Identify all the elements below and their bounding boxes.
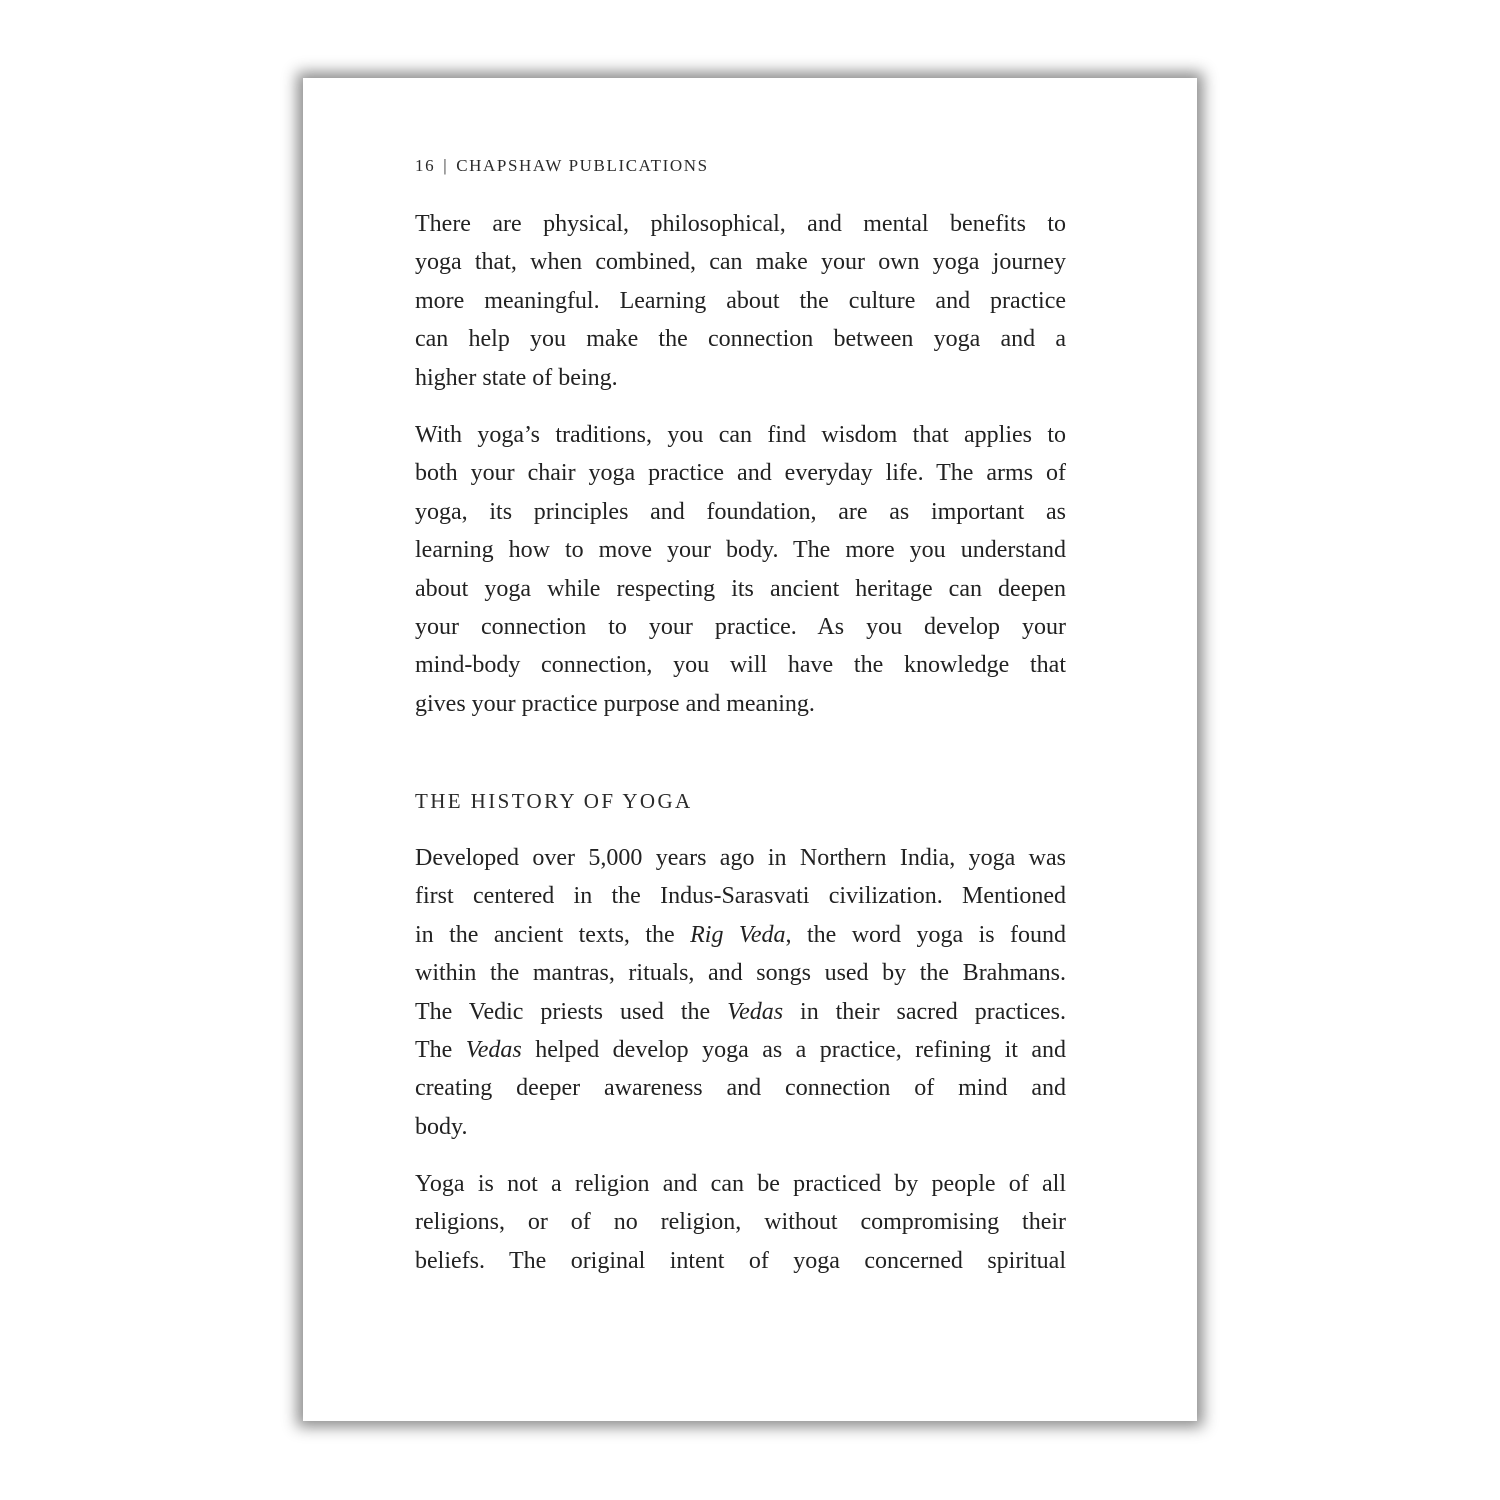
book-page	[303, 78, 1197, 1421]
paragraph-history-origins	[415, 839, 1066, 1146]
running-header	[415, 156, 709, 176]
page-number: 16	[415, 156, 436, 175]
text-line: There are physical, philosophical, and mental benefits to	[415, 211, 1066, 237]
text-line	[415, 1031, 1066, 1069]
text-line: body.	[415, 1113, 468, 1140]
text-fragment: , the word yoga is found	[785, 921, 1067, 948]
text-line: creating deeper awareness and connection of mind and	[415, 1075, 1066, 1102]
text-line: about yoga while respecting its ancient heritage can deepen	[415, 575, 1066, 602]
text-line: yoga that, when combined, can make your own yoga journey	[415, 249, 1066, 276]
text-line: first centered in the Indus-Sarasvati civilization. Mentioned	[415, 883, 1066, 910]
text-fragment: helped develop yoga as a practice, refining it and	[521, 1036, 1067, 1063]
text-line: learning how to move your body. The more you understand	[415, 537, 1066, 564]
text-fragment: in their sacred practices.	[783, 998, 1067, 1025]
text-line: gives your practice purpose and meaning.	[415, 690, 815, 717]
text-line: higher state of being.	[415, 364, 618, 391]
text-line: mind-body connection, you will have the knowledge that	[415, 652, 1066, 679]
text-line: both your chair yoga practice and everyday life. The arms of	[415, 460, 1066, 487]
section-heading: THE HISTORY OF YOGA	[415, 789, 693, 813]
text-line: religions, or of no religion, without compromising their	[415, 1209, 1066, 1236]
text-line: your connection to your practice. As you develop your	[415, 613, 1066, 640]
text-line: beliefs. The original intent of yoga concerned spiritual	[415, 1247, 1066, 1274]
text-line	[415, 993, 1066, 1031]
book-title-italic: Vedas	[727, 998, 784, 1025]
text-line: more meaningful. Learning about the culture and practice	[415, 287, 1066, 314]
paragraph-not-religion	[415, 1165, 1066, 1280]
header-separator: |	[443, 156, 449, 175]
text-line: yoga, its principles and foundation, are as important as	[415, 498, 1066, 525]
paragraph-traditions	[415, 416, 1066, 723]
text-line	[415, 916, 1066, 954]
text-line: within the mantras, rituals, and songs used by the Brahmans.	[415, 960, 1066, 987]
publisher-name: CHAPSHAW PUBLICATIONS	[456, 156, 709, 175]
text-line: Developed over 5,000 years ago in Northern India, yoga was	[415, 845, 1066, 871]
text-line: Yoga is not a religion and can be practiced by people of all	[415, 1171, 1066, 1197]
book-title-italic: Rig Veda	[690, 921, 786, 948]
paragraph-intro-benefits	[415, 205, 1066, 397]
text-fragment: The Vedic priests used the	[415, 998, 728, 1025]
text-line: With yoga’s traditions, you can find wisdom that applies to	[415, 422, 1066, 448]
book-title-italic: Vedas	[465, 1036, 522, 1063]
text-line: can help you make the connection between yoga and a	[415, 326, 1066, 353]
text-fragment: The	[415, 1036, 466, 1063]
text-fragment: in the ancient texts, the	[415, 921, 691, 948]
